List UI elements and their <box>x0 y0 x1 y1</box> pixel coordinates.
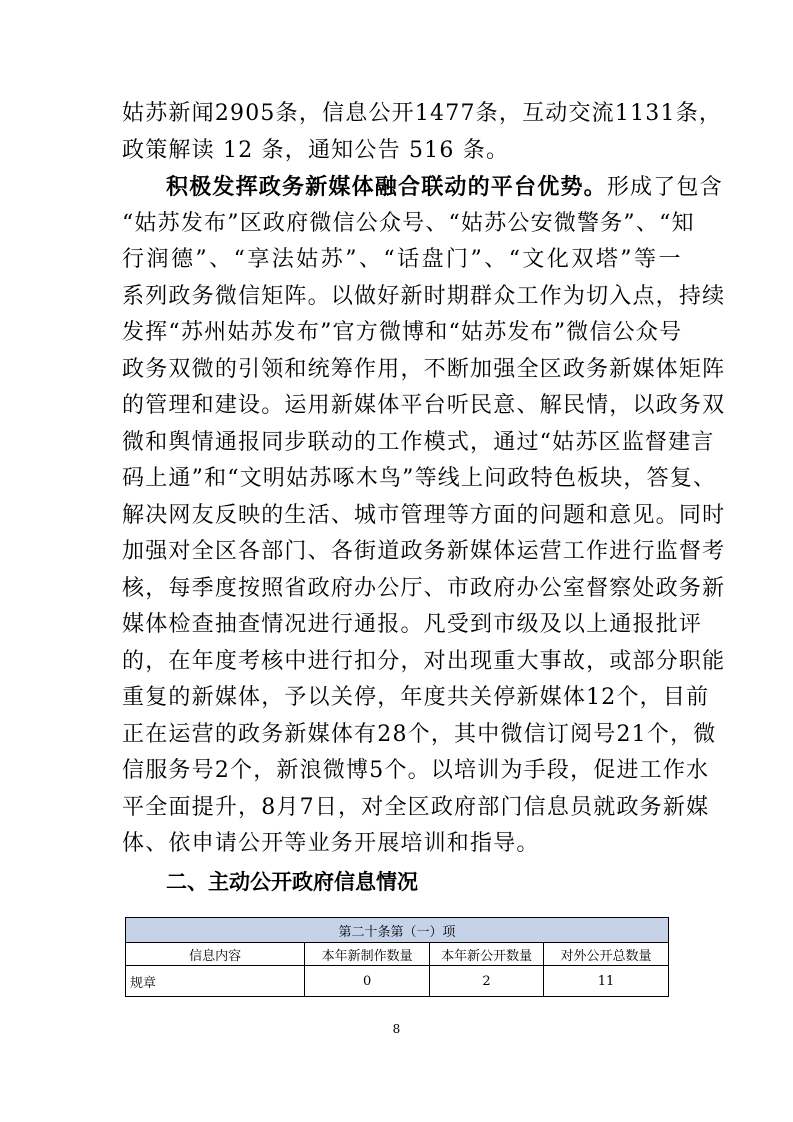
table-title-row <box>126 918 669 943</box>
table-cell: 规章 <box>126 966 305 997</box>
paragraph-line: 体、依申请公开等业务开展培训和指导。 <box>122 831 540 856</box>
table-header-cell: 对外公开总数量 <box>544 943 669 966</box>
paragraph-line: 姑 苏 新 闻 2 9 0 5 条 ， 信 息 公 开 1 4 7 7 条 ， 互 动 交 流 1 1 3 1 条 ， <box>122 101 723 126</box>
table-cell: 0 <box>305 966 430 997</box>
table-header-cell: 本年新公开数量 <box>430 943 544 966</box>
paragraph-line: 平 全 面 提 升 ， 8 月 7 日 ， 对 全 区 政 府 部 门 信 息 员 就 政 务 新 媒 <box>122 794 710 820</box>
paragraph-line: “ 姑 苏 发 布 ” 区 政 府 微 信 公 众 号 、 “ 姑 苏 公 安 微 警 务 ” 、 “ 知 <box>122 210 695 236</box>
document-body <box>122 96 726 899</box>
paragraph-line: 重 复 的 新 媒 体 ， 予 以 关 停 ， 年 度 共 关 停 新 媒 体 1 2 个 ， 目 前 <box>122 685 710 710</box>
table-header-cell: 本年新制作数量 <box>305 943 430 966</box>
paragraph-line: 正 在 运 营 的 政 务 新 媒 体 有 2 8 个 ， 其 中 微 信 订 阅 号 2 1 个 ， 微 <box>122 721 717 747</box>
paragraph-line: 的 ， 在 年 度 考 核 中 进 行 扣 分 ， 对 出 现 重 大 事 故 ， 或 部 分 职 能 <box>122 648 726 674</box>
paragraph-line: 信 服 务 号 2 个 ， 新 浪 微 博 5 个 。 以 培 训 为 手 段 ， 促 进 工 作 水 <box>122 758 710 783</box>
section-heading: 二、主动公开政府信息情况 <box>166 869 418 894</box>
paragraph-line: 码 上 通 ” 和 “ 文 明 姑 苏 啄 木 鸟 ” 等 线 上 问 政 特 色 板 块 ， 答 复 、 <box>122 466 717 491</box>
paragraph-line: 加 强 对 全 区 各 部 门 、 各 街 道 政 务 新 媒 体 运 营 工 作 进 行 监 督 考 <box>122 539 726 564</box>
paragraph-line: 政策解读 12 条，通知公告 516 条。 <box>122 137 510 163</box>
paragraph-line: 解 决 网 友 反 映 的 生 活 、 城 市 管 理 等 方 面 的 问 题 和 意 见 。 同 时 <box>122 502 726 528</box>
paragraph-line <box>122 169 723 206</box>
bold-lead: 积极发挥政务新媒体融合联动的平台优势。 <box>166 174 607 200</box>
paragraph-line: 发 挥 “ 苏 州 姑 苏 发 布 ” 官 方 微 博 和 “ 姑 苏 发 布 ” 微 信 公 众 号 <box>122 320 683 345</box>
paragraph-line: 核 ， 每 季 度 按 照 省 政 府 办 公 厅 、 市 政 府 办 公 室 督 察 处 政 务 新 <box>122 575 726 601</box>
table-cell: 2 <box>430 966 544 997</box>
disclosure-table <box>125 917 669 997</box>
paragraph-line: 的 管 理 和 建 设 。 运 用 新 媒 体 平 台 听 民 意 、 解 民 情 ， 以 政 务 双 <box>122 393 726 418</box>
paragraph-line: 政 务 双 微 的 引 领 和 统 筹 作 用 ， 不 断 加 强 全 区 政 务 新 媒 体 矩 阵 <box>122 356 726 382</box>
table-title: 第二十条第（一）项 <box>126 918 669 943</box>
table-header-row <box>126 943 669 966</box>
page-number: 8 <box>392 1022 401 1036</box>
paragraph-line: 微 和 舆 情 通 报 同 步 联 动 的 工 作 模 式 ， 通 过 “ 姑 苏 区 监 督 建 言 <box>122 429 715 455</box>
table-cell: 11 <box>544 966 669 997</box>
table-header-cell: 信息内容 <box>126 943 305 966</box>
lead-rest: 形成了包含 <box>606 175 723 200</box>
paragraph-line: 行 润 德 ” 、 “ 享 法 姑 苏 ” 、 “ 话 盘 门 ” 、 “ 文 化 双 塔 ” 等 一 <box>122 247 682 272</box>
paragraph-line: 系 列 政 务 微 信 矩 阵 。 以 做 好 新 时 期 群 众 工 作 为 切 入 点 ， 持 续 <box>122 283 726 309</box>
paragraph-line: 媒 体 检 查 抽 查 情 况 进 行 通 报 。 凡 受 到 市 级 及 以 上 通 报 批 评 <box>122 612 703 637</box>
table-row <box>126 966 669 997</box>
